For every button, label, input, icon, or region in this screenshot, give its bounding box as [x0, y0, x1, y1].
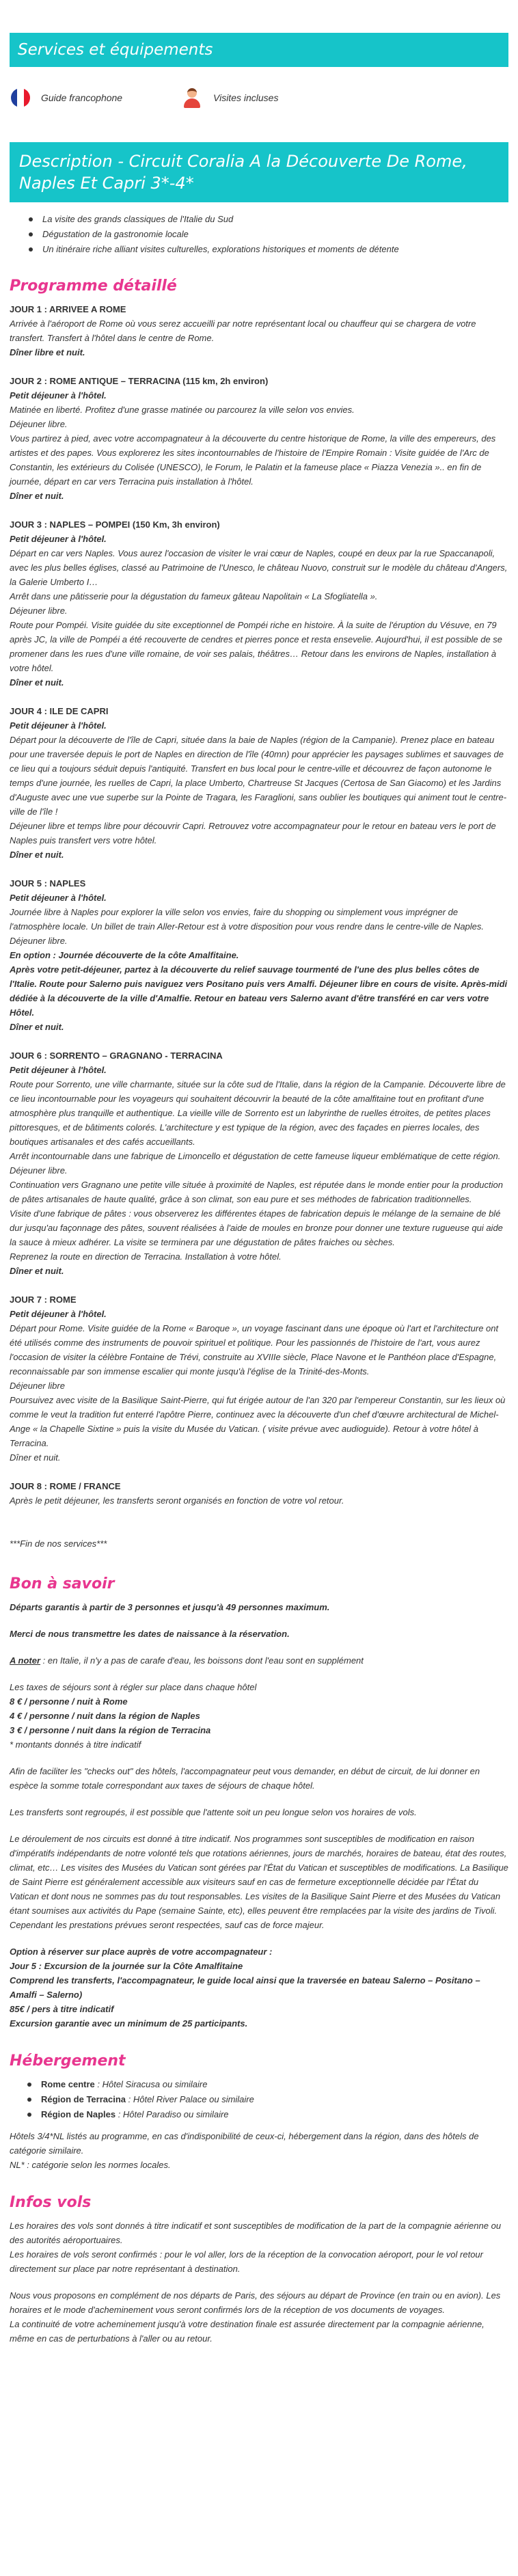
- tax-line: 4 € / personne / nuit dans la région de Naples: [10, 1711, 200, 1721]
- bon-a-savoir-section: [10, 1600, 508, 2031]
- day-text: Dîner et nuit.: [10, 1452, 61, 1463]
- programme-day: [10, 302, 508, 360]
- day-title: JOUR 7 : ROME: [10, 1294, 77, 1305]
- day-breakfast: Petit déjeuner à l'hôtel.: [10, 1309, 107, 1319]
- birth-dates-note: Merci de nous transmettre les dates de naissance à la réservation.: [10, 1629, 290, 1639]
- day-text: Déjeuner libre: [10, 1381, 65, 1391]
- bon-a-savoir-title: Bon à savoir: [10, 1575, 115, 1592]
- day-text: Départ en car vers Naples. Vous aurez l'occasion de visiter le vrai cœur de Naples, coupé en deux par la rue Spaccanapoli, avec les plus belles églises, classé au Patrimoine de l'Unesco, le château Nuovo, construit sur le modèle du château d'Angers, la Galerie Umberto I…: [10, 548, 508, 587]
- day-breakfast: Petit déjeuner à l'hôtel.: [10, 390, 107, 401]
- option-title: Option à réserver sur place auprès de votre accompagnateur :: [10, 1947, 273, 1957]
- tax-intro: Les taxes de séjours sont à régler sur place dans chaque hôtel: [10, 1682, 257, 1692]
- day-text: Visite d'une fabrique de pâtes : vous observerez les différentes étapes de fabrication depuis le mélange de la semaine de blé dur jusqu'au façonnage des pâtes, souvent réalisées à l'aide de moules en bronze pour donner une texture rugueuse qui aide la sauce à mieux adhérer. La visite se terminera par une dégustation de pâtes fraiches ou sèches.: [10, 1208, 503, 1247]
- description-section-title: Description - Circuit Coralia A la Découverte De Rome, Naples Et Capri 3*-4*: [10, 142, 508, 202]
- feature-french-guide: [11, 81, 182, 115]
- day-title: JOUR 3 : NAPLES – POMPEI (150 Km, 3h environ): [10, 519, 220, 530]
- infos-vols-title: Infos vols: [10, 2194, 92, 2211]
- tax-line: 3 € / personne / nuit dans la région de Terracina: [10, 1725, 211, 1735]
- day-option-title: En option : Journée découverte de la côte Amalfitaine.: [10, 950, 239, 960]
- grouped-transfers-note: Les transferts sont regroupés, il est possible que l'attente soit un peu longue selon vos horaires de vols.: [10, 1807, 417, 1817]
- note-text: : en Italie, il n'y a pas de carafe d'eau, les boissons dont l'eau sont en supplément: [40, 1655, 364, 1666]
- day-breakfast: Petit déjeuner à l'hôtel.: [10, 1065, 107, 1075]
- tax-line: 8 € / personne / nuit à Rome: [10, 1696, 128, 1707]
- option-line: 85€ / pers à titre indicatif: [10, 2004, 114, 2014]
- services-section-title: Services et équipements: [10, 33, 508, 67]
- water-note: [10, 1653, 508, 1668]
- tax-line: * montants donnés à titre indicatif: [10, 1739, 141, 1750]
- hotel-category-note: Hôtels 3/4*NL listés au programme, en cas d'indisponibilité de ceux-ci, hébergement dans la région, dans des hôtels de catégorie similaire.: [10, 2131, 479, 2156]
- option-line: Excursion garantie avec un minimum de 25 participants.: [10, 2018, 248, 2029]
- programme-day: [10, 517, 508, 690]
- day-text: Reprenez la route en direction de Terracina. Installation à votre hôtel.: [10, 1251, 282, 1262]
- list-item: Un itinéraire riche alliant visites culturelles, explorations historiques et moments de détente: [29, 242, 508, 257]
- day-text: Arrêt dans une pâtisserie pour la dégustation du fameux gâteau Napolitain « La Sfogliatella ».: [10, 591, 378, 601]
- list-item: Dégustation de la gastronomie locale: [29, 227, 508, 242]
- flight-info-paragraph: Nous vous proposons en complément de nos départs de Paris, des séjours au départ de Province (en train ou en avion). Les horaires et le mode d'acheminement vous seront confirmés lors de la réception de vos documents de voyages.: [10, 2290, 501, 2315]
- day-text: Route pour Pompéi. Visite guidée du site exceptionnel de Pompéi riche en histoire. À la suite de l'éruption du Vésuve, en 79 après JC, la ville de Pompéi a été recouverte de cendres et pierres ponce et resta ensevelie. Aujourd'hui, il est possible de se promener dans les rues d'une ville romaine, de voir ses palais, théâtres… Retour dans les environs de Naples, installation à votre hôtel.: [10, 620, 503, 673]
- checkout-note: Afin de faciliter les "checks out" des hôtels, l'accompagnateur peut vous demander, en début de circuit, de lui donner en espèce la somme totale correspondant aux taxes de séjours de chaque hôtel.: [10, 1766, 480, 1791]
- french-flag-icon: [11, 88, 30, 107]
- day-text: Arrêt incontournable dans une fabrique de Limoncello et dégustation de cette fameuse liqueur emblématique de cette région.: [10, 1151, 501, 1161]
- day-breakfast: Petit déjeuner à l'hôtel.: [10, 720, 107, 731]
- end-of-services-note: ***Fin de nos services***: [10, 1538, 107, 1549]
- programme-day: [10, 1292, 508, 1465]
- hotels-list: [27, 2077, 508, 2122]
- day-text: Route pour Sorrento, une ville charmante, située sur la côte sud de l'Italie, dans la région de la Campanie. Découverte libre de ce lieu incontournable pour les voyageurs qui souhaitent découvrir la beauté de la côte amalfitaine tout en profitant d'une atmosphère plus tranquille et authentique. La vieille ville de Sorrento est un labyrinthe de ruelles étroites, de petites places pittoresques, et de bâtiments colorés. L'architecture y est typique de la région, avec des façades en pierres locales, des boutiques artisanales et des cafés accueillants.: [10, 1079, 506, 1147]
- day-closing: Dîner et nuit.: [10, 850, 64, 860]
- hebergement-title: Hébergement: [10, 2052, 126, 2070]
- day-breakfast: Petit déjeuner à l'hôtel.: [10, 534, 107, 544]
- programme-day: [10, 876, 508, 1034]
- services-features: [10, 67, 508, 115]
- list-item: Région de Terracina : Hôtel River Palace ou similaire: [27, 2092, 508, 2107]
- day-title: JOUR 1 : ARRIVEE A ROME: [10, 304, 126, 314]
- guide-person-icon: [182, 87, 202, 108]
- programme-day: [10, 1479, 508, 1508]
- day-title: JOUR 6 : SORRENTO – GRAGNANO - TERRACINA: [10, 1050, 223, 1061]
- day-text: Matinée en liberté. Profitez d'une grasse matinée ou parcourez la ville selon vos envies.: [10, 405, 355, 415]
- feature-label: Visites incluses: [213, 92, 279, 103]
- day-text: Départ pour la découverte de l'île de Capri, située dans la baie de Naples (région de la Campanie). Prenez place en bateau pour une traversée depuis le port de Naples en direction de l'île (40mn) pour apprécier les paysages sublimes et sauvages de ce lieu qui a toujours séduit depuis l'antiquité. Transfert en bus local pour le centre-ville et découvrez de façon autonome le temps d'une journée, les ruelles de Capri, la place Umberto, Chartreuse St Jacques (Certosa de San Giacomo) et les Jardins d'Auguste avec une vue superbe sur la Pointe de Tragara, les Faraglioni, sans oublier les boutiques qui animent tout le centre-ville de l'île !: [10, 735, 507, 817]
- day-text: Continuation vers Gragnano une petite ville située à proximité de Naples, est réputée dans le monde entier pour la production de pâtes artisanales de haute qualité, grâce à son climat, son eau pure et ses méthodes de fabrication traditionnelles.: [10, 1180, 503, 1204]
- day-breakfast: Petit déjeuner à l'hôtel.: [10, 893, 107, 903]
- programme-day: [10, 1048, 508, 1278]
- day-closing: Dîner et nuit.: [10, 1022, 64, 1032]
- hebergement-notes: [10, 2129, 508, 2172]
- programme-day: [10, 704, 508, 862]
- list-item: Rome centre : Hôtel Siracusa ou similaire: [27, 2077, 508, 2092]
- infos-vols-section: [10, 2219, 508, 2346]
- day-closing: Dîner et nuit.: [10, 1266, 64, 1276]
- day-title: JOUR 2 : ROME ANTIQUE – TERRACINA (115 km, 2h environ): [10, 376, 269, 386]
- programme-days: [10, 302, 508, 1508]
- day-text: Déjeuner libre.: [10, 606, 68, 616]
- day-text: Déjeuner libre.: [10, 1165, 68, 1176]
- day-text: Journée libre à Naples pour explorer la ville selon vos envies, faire du shopping ou simplement vous imprégner de l'atmosphère locale. Un billet de train Aller-Retour est à votre disposition pour vous rendre dans le centre-ville de Naples. Déjeuner libre.: [10, 907, 485, 946]
- day-option-text: Après votre petit-déjeuner, partez à la découverte du relief sauvage tourmenté de l'une des plus belles côtes de l'Italie. Route pour Salerno puis naviguez vers Positano puis vers Amalfi. Déjeuner libre en cours de visite. Après-midi dédiée à la découverte de la ville d'Amalfie. Retour en bateau vers Salerno avant d'être transféré en car vers votre Hôtel.: [10, 964, 508, 1018]
- option-line: Comprend les transferts, l'accompagnateur, le guide local ainsi que la traversée en bateau Salerno – Positano – Amalfi – Salerno): [10, 1975, 480, 2000]
- day-title: JOUR 5 : NAPLES: [10, 878, 86, 889]
- day-title: JOUR 4 : ILE DE CAPRI: [10, 706, 109, 716]
- day-text: Poursuivez avec visite de la Basilique Saint-Pierre, qui fut érigée autour de l'an 320 par l'empereur Constantin, sur les lieux où comme le veut la tradition fut enterré l'apôtre Pierre, continuez avec la découverte d'un chef d'œuvre architectural de Michel-Ange « la Chapelle Sixtine » puis la visite du Musée du Vatican. ( visite prévue avec audioguide). Retour à votre hôtel à Terracina.: [10, 1395, 506, 1448]
- list-item: Région de Naples : Hôtel Paradiso ou similaire: [27, 2107, 508, 2122]
- flight-info-paragraph: La continuité de votre acheminement jusqu'à votre destination finale est assurée directement par la compagnie aérienne, même en cas de perturbations à l'aller ou au retour.: [10, 2319, 485, 2344]
- day-closing: Dîner et nuit.: [10, 491, 64, 501]
- day-text: Déjeuner libre et temps libre pour découvrir Capri. Retrouvez votre accompagnateur pour le retour en bateau vers le port de Naples puis transfert vers votre hôtel.: [10, 821, 496, 845]
- programme-title: Programme détaillé: [10, 277, 177, 295]
- flight-info-paragraph: Les horaires de vols seront confirmés : pour le vol aller, lors de la réception de la convocation aéroport, pour le vol retour directement sur place par notre représentant à destination.: [10, 2249, 483, 2274]
- departures-note: Départs garantis à partir de 3 personnes et jusqu'à 49 personnes maximum.: [10, 1602, 330, 1612]
- note-label: A noter: [10, 1655, 41, 1666]
- day-title: JOUR 8 : ROME / FRANCE: [10, 1481, 121, 1491]
- day-closing: Dîner et nuit.: [10, 677, 64, 688]
- feature-label: Guide francophone: [41, 92, 123, 103]
- day-text: Arrivée à l'aéroport de Rome où vous serez accueilli par notre représentant local ou chauffeur qui se chargera de votre transfert. Transfert à l'hôtel dans le centre de Rome.: [10, 318, 476, 343]
- list-item: La visite des grands classiques de l'Italie du Sud: [29, 212, 508, 227]
- day-closing: Dîner libre et nuit.: [10, 347, 85, 357]
- feature-visits-included: [182, 81, 353, 115]
- nl-note: NL* : catégorie selon les normes locales.: [10, 2160, 171, 2170]
- option-line: Jour 5 : Excursion de la journée sur la Côte Amalfitaine: [10, 1961, 243, 1971]
- day-text: Déjeuner libre.: [10, 419, 68, 429]
- flight-info-paragraph: Les horaires des vols sont donnés à titre indicatif et sont susceptibles de modification de la part de la compagnie aérienne ou des autorités aéroportuaires.: [10, 2221, 502, 2245]
- day-text: Départ pour Rome. Visite guidée de la Rome « Baroque », un voyage fascinant dans une époque où l'art et l'architecture ont été utilisés comme des instruments de pouvoir spirituel et politique. Pour les passionnés de l'histoire de l'art, vous aurez l'occasion de visiter la célèbre Fontaine de Trévi, construite au XVIIIe siècle, Place Navone et le Panthéon place d'Espagne, reconnaissable par son immense escalier qui monte jusqu'à l'église de la Trinité-des-Monts.: [10, 1323, 499, 1377]
- circuit-order-note: Le déroulement de nos circuits est donné à titre indicatif. Nos programmes sont susceptibles de modification en raison d'impératifs indépendants de notre volonté tels que rotations aériennes, jours de marchés, horaires de bateau, état des routes, climat, etc… Les visites des Musées du Vatican sont gérées par l'État du Vatican et susceptibles de modifications. La Basilique de Saint Pierre est généralement accessible aux visiteurs sauf en cas de fermeture exceptionnelle décidée par l'État du Vatican et dont nous ne sommes pas du tout responsables. Les visites de la Basilique Saint Pierre et des Musées du Vatican étant soumises aux activités du Pape (semaine Sainte, etc), elles peuvent être remplacées par la visite des jardins de Tivoli. Cependant les prestations prévues seront respectées, sauf cas de force majeur.: [10, 1834, 508, 1930]
- highlights-list: [29, 212, 508, 257]
- day-text: Après le petit déjeuner, les transferts seront organisés en fonction de votre vol retour.: [10, 1495, 344, 1506]
- programme-day: [10, 374, 508, 503]
- day-text: Vous partirez à pied, avec votre accompagnateur à la découverte du centre historique de Rome, la ville des empereurs, des artistes et des papes. Vous explorerez les sites incontournables de l'histoire de l'Empire Romain : Visite guidée de l'Arc de Constantin, les extérieurs du Colisée (UNESCO), le Forum, le Palatin et la fameuse place « Piazza Venezia ».. en fin de journée, départ en car vers Terracina puis installation à l'hôtel.: [10, 433, 496, 487]
